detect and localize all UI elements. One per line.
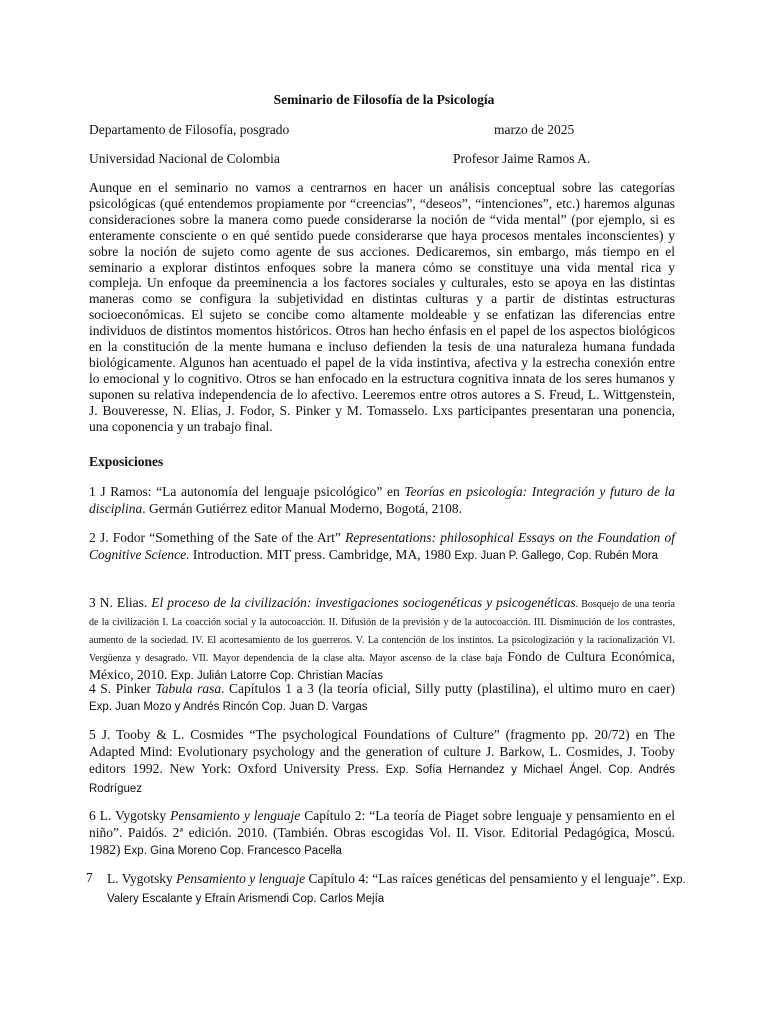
entry-text: 4 S. Pinker [89,681,156,696]
entry-presenters: Exp. Julián Latorre Cop. Christian Macías [170,670,383,682]
entry-presenters: Exp. Juan Mozo y Andrés Rincón Cop. Juan D. Vargas [89,701,368,713]
entry-title: Representations: philosophical Essays on the Foundation of Cognitive Science. [89,530,675,562]
reading-entry-6 [89,807,675,860]
entry-title: El proceso de la civilización: investigaciones sociogenéticas y psicogenéticas [151,595,576,610]
date-label: marzo de 2025 [494,122,575,137]
entry-text: Introduction. MIT press. Cambridge, MA, 1980 [189,547,455,562]
university-label: Universidad Nacional de Colombia [89,151,280,166]
entry-presenters: Exp. Sofía Hernandez y Michael Ángel. Cop. Andrés Rodríguez [89,764,675,795]
department-label: Departamento de Filosofía, posgrado [89,122,290,137]
entry-presenters: Exp. Juan P. Gallego, Cop. Rubén Mora [454,550,659,562]
entry-text: Capítulo 4: “Las raíces genéticas del pensamiento y el lenguaje”. [305,871,663,886]
entry-text: Capítulo 2: “La teoría de Piaget sobre lenguaje y pensamiento en el niño”. Paidós. 2ª edición. 2010. (También. Obras escogidas Vol. II. Visor. Editorial Pedagógica, Moscú. 1982) [89,808,675,857]
entry-title: Pensamiento y lenguaje [170,808,301,823]
reading-entry-2 [89,529,675,565]
entry-title: Tabula rasa [155,681,222,696]
entry-presenters: Exp. Valery Escalante y Efraín Arismendi Cop. Carlos Mejía [107,874,686,905]
entry-text: . Germán Gutiérrez editor Manual Moderno, Bogotá, 2108. [142,501,463,516]
intro-paragraph: Aunque en el seminario no vamos a centrarnos en hacer un análisis conceptual sobre las categorías psicológicas (qué entendemos propiamente por “creencias”, “deseos”, “intenciones”, etc.) haremos algunas consideraciones sobre la manera como puede considerarse la noción de “vida mental” (por ejemplo, si es enteramente consciente o en qué sentido puede considerarse que haya procesos mentales inconscientes) y sobre la noción de sujeto como agente de sus acciones. Dedicaremos, sin embargo, más tiempo en el seminario a explorar distintos enfoques sobre la manera cómo se constituye una vida mental rica y compleja. Un enfoque da preeminencia a los factores sociales y culturales, esto se apoya en las distintas maneras como se configura la subjetividad en distintas culturas y a partir de distintas estructuras socioeconómicas. El sujeto se concibe como altamente moldeable y se enfatizan las diferencias entre individuos de distintos momentos históricos. Otros han hecho énfasis en el papel de los aspectos biológicos en la constitución de la mente humana e incluso defienden la tesis de una naturaleza humana fundada biológicamente. Algunos han acentuado el papel de la vida instintiva, afectiva y la estrecha conexión entre lo emocional y lo cognitivo. Otros se han enfocado en la estructura cognitiva innata de los seres humanos y suponen su relativa independencia de lo afectivo. Leeremos entre otros autores a S. Freud, L. Wittgenstein, J. Bouveresse, N. Elias, J. Fodor, S. Pinker y M. Tomasselo. Lxs participantes presentaran una ponencia, una coponencia y un trabajo final. [89,180,675,434]
document-title: Seminario de Filosofía de la Psicología [273,92,495,107]
reading-entry-3 [89,594,675,685]
exposiciones-heading: Exposiciones [89,454,164,469]
professor-label: Profesor Jaime Ramos A. [453,151,591,166]
entry-title: Pensamiento y lenguaje [176,871,306,886]
entry-text: 5 J. Tooby & L. Cosmides “The psychological Foundations of Culture” (fragmento pp. 20/72) en The Adapted Mind: Evolutionary psychology and the generation of culture J. Barkow, L. Cosmides, J. Tooby editors 1992. New York: Oxford University Press. [89,727,675,776]
entry-contents: . Bosquejo de una teoría de la civilización I. La coacción social y la autocoacción. II. Difusión de la previsión y de la autocoacción. III. Disminución de los contrastes, aumento de la sociedad. IV. El acortesamiento de los guerreros. V. La contención de los instintos. La psicologización y la racionalización VI. Vergüenza y desagrado. VII. Mayor dependencia de la clase alta. Mayor ascenso de la clase baja [89,599,675,664]
reading-entry-4 [89,680,675,716]
entry-text: 2 J. Fodor “Something of the Sate of the Art” [89,530,346,545]
reading-entry-5 [89,726,675,798]
entry-text: L. Vygotsky [107,871,177,886]
entry-presenters: Exp. Gina Moreno Cop. Francesco Pacella [123,845,342,857]
entry-text: Fondo de Cultura Económica, México, 2010. [89,649,676,682]
reading-entry-7 [107,870,707,908]
reading-entry-1 [89,483,675,517]
entry-text: . Capítulos 1 a 3 (la teoría oficial, Silly putty (plastilina), el ultimo muro en caer) [221,681,676,696]
entry-text: 6 L. Vygotsky [89,808,171,823]
entry-title: Teorías en psicología: Integración y futuro de la disciplina [89,484,675,516]
entry-number: 7 [86,870,93,885]
entry-text: 3 N. Elias. [89,595,152,610]
entry-text: 1 J Ramos: “La autonomía del lenguaje psicológico” en [89,484,405,499]
